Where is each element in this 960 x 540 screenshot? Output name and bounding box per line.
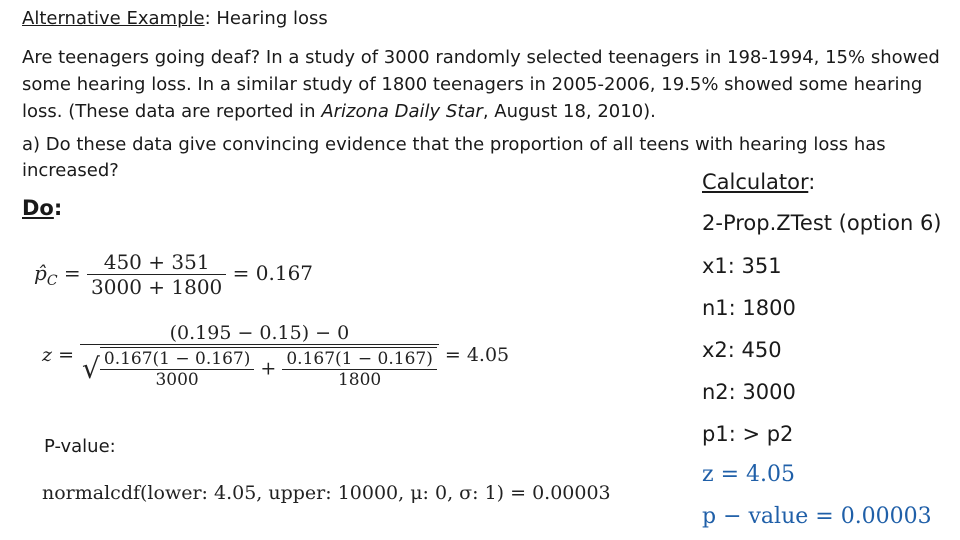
calculator-label: Calculator bbox=[702, 170, 809, 194]
calc-p-result: p − value = 0.00003 bbox=[702, 504, 932, 529]
z-inner-fraction-2 bbox=[282, 349, 436, 390]
slide-title bbox=[22, 8, 328, 29]
z-lhs: z bbox=[42, 344, 53, 366]
do-label: Do bbox=[22, 196, 54, 220]
pc-denominator: 3000 + 1800 bbox=[91, 275, 223, 299]
plus-sign: + bbox=[260, 357, 277, 380]
paragraph-text-before: Are teenagers going deaf? In a study of 3000 randomly selected teenagers in 198-1994, 15% showed some hearing loss. In a similar study of 1800 teenagers in 2005-2006, 19.5% showed some hearing loss. (These data are reported in bbox=[22, 47, 940, 122]
normalcdf-formula: normalcdf(lower: 4.05, upper: 10000, μ: 0, σ: 1) = 0.00003 bbox=[42, 482, 611, 504]
z-numerator: (0.195 − 0.15) − 0 bbox=[80, 322, 439, 345]
z-result: = 4.05 bbox=[444, 344, 510, 366]
calc-p1-p2: p1: > p2 bbox=[702, 422, 794, 446]
pvalue-label: P-value: bbox=[44, 436, 116, 457]
calc-x1: x1: 351 bbox=[702, 254, 782, 278]
problem-paragraph bbox=[22, 44, 942, 125]
do-sep: : bbox=[53, 196, 63, 220]
inner2-numerator: 0.167(1 − 0.167) bbox=[282, 349, 436, 370]
pc-numerator: 450 + 351 bbox=[87, 250, 226, 275]
inner1-numerator: 0.167(1 − 0.167) bbox=[100, 349, 254, 370]
z-denominator bbox=[80, 345, 439, 390]
pc-result: = 0.167 bbox=[232, 261, 314, 285]
sqrt-symbol: √ bbox=[82, 352, 100, 385]
title-label: Alternative Example bbox=[22, 8, 205, 29]
title-sep: : bbox=[204, 8, 211, 29]
do-heading bbox=[22, 196, 62, 220]
pooled-proportion-formula bbox=[34, 250, 313, 299]
calculator-sep: : bbox=[808, 170, 816, 194]
title-rest: Hearing loss bbox=[210, 8, 328, 29]
calc-test-name: 2-Prop.ZTest (option 6) bbox=[702, 211, 942, 235]
calculator-heading bbox=[702, 170, 815, 194]
pc-eq: = bbox=[63, 261, 81, 285]
calc-n1: n1: 1800 bbox=[702, 296, 796, 320]
z-statistic-formula bbox=[42, 322, 509, 390]
sqrt-radicand bbox=[100, 347, 437, 390]
pc-sub: C bbox=[46, 273, 58, 289]
question-a: a) Do these data give convincing evidence that the proportion of all teens with hearing loss has increased? bbox=[22, 134, 886, 181]
paragraph-source-italic: Arizona Daily Star bbox=[321, 101, 483, 122]
z-eq: = bbox=[58, 344, 74, 366]
pc-lhs: p̂ bbox=[34, 261, 47, 285]
z-inner-fraction-1 bbox=[100, 349, 254, 390]
calc-x2: x2: 450 bbox=[702, 338, 782, 362]
paragraph-text-after: , August 18, 2010). bbox=[482, 101, 656, 122]
calc-n2: n2: 3000 bbox=[702, 380, 796, 404]
inner2-denominator: 1800 bbox=[337, 370, 382, 390]
pc-fraction bbox=[87, 250, 226, 299]
z-fraction bbox=[80, 322, 439, 390]
inner1-denominator: 3000 bbox=[155, 370, 199, 390]
calc-z-result: z = 4.05 bbox=[702, 462, 795, 487]
